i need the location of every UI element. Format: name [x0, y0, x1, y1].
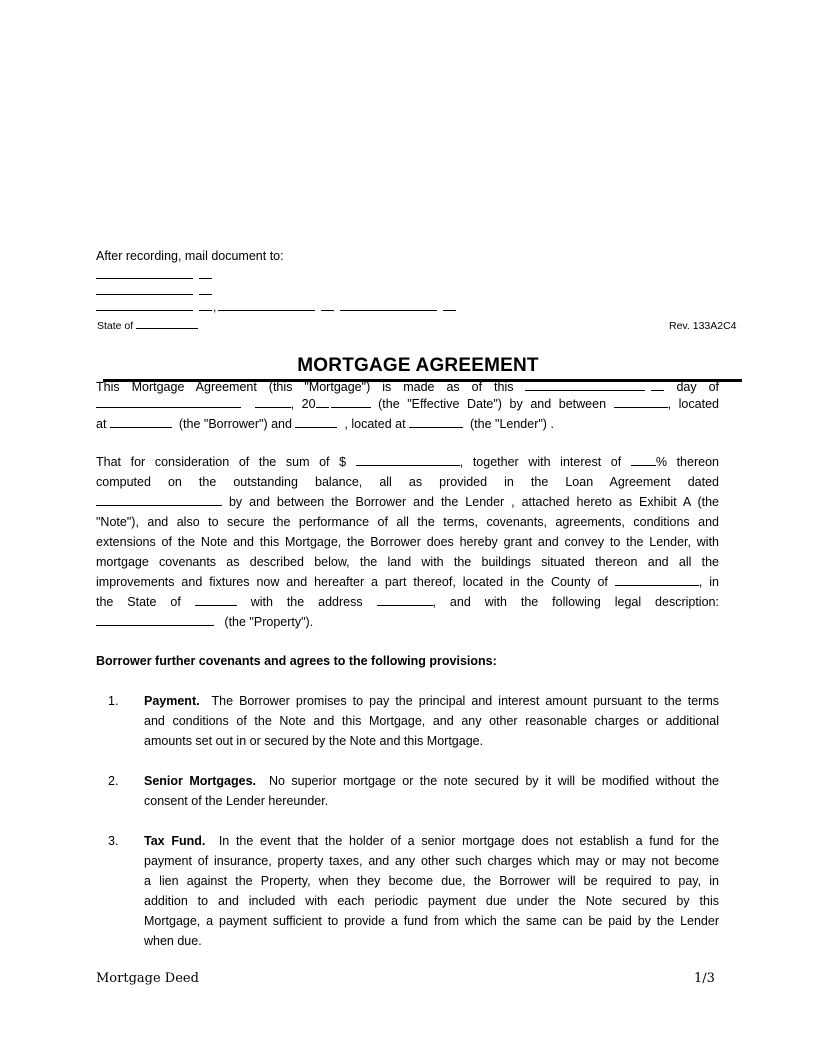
blank-field[interactable]: [96, 300, 193, 311]
address-blank[interactable]: [377, 594, 433, 606]
footer-page-number: 1/3: [694, 971, 715, 986]
revision-number: Rev. 133A2C4: [669, 320, 737, 332]
blank-field[interactable]: [321, 300, 334, 311]
month-blank[interactable]: [96, 396, 118, 408]
day-blank[interactable]: [525, 379, 645, 391]
lender-name-blank[interactable]: [295, 416, 337, 428]
state-blank[interactable]: [195, 594, 237, 606]
provision-number: 2.: [108, 774, 119, 788]
state-of-field: [97, 319, 198, 332]
document-page: After recording, mail document to: , State of Rev. 133A2C4 MORTGAGE AGREEMENT This Mortgage Agreement (this "Mortgage") is made as of this day of , 20 (the "Effective Date") by and between , located at (the "Borrower") and , located at (the "Lender") . That for consideration of the sum of $ , together with interest of % thereon computed on the outstanding balance, all as provided in the Loan Agreement dated by and between the Borrower and the Lender , attached hereto as Exhibit A (the "Note"), and also to secure the performance of all the terms, covenants, agreements, conditions and extensions of the Note and this Mortgage, the Borrower does hereby grant and convey to the Lender, with mortgage covenants as described below, the land with the buildings situated thereon and all the improvements and fixtures now and hereafter a part thereof, located in the County of , in the State of with the address , and with the following legal description: (the "Property"). Borrower further covenants and agrees to the following provisions: 1. Payment. The Borrower promises to pay the principal and interest amount pursuant to the terms and conditions of the Note and this Mortgage, and any other reasonable charges or additional amounts set out in or secured by the Note and this Mortgage. 2. Senior Mortgages. No superior mortgage or the note secured by it will be modified without the consent of the Lender hereunder. 3. Tax Fund. In the event that the holder of a senior mortgage does not establish a fund for the payment of insurance, property taxes, and any other such charges which may or may not become a lien against the Property, when they become due, the Borrower will be required to pay, in addition to and included with each periodic payment due under the Note secured by this Mortgage, a payment sufficient to provide a fund from which the same can be paid by the Lender when due. Mortgage Deed 1/3: [0, 0, 816, 1056]
document-title: MORTGAGE AGREEMENT: [297, 355, 539, 376]
mail-address-line-2: [96, 284, 218, 298]
provision-title: Payment.: [144, 694, 200, 708]
intro-paragraph: [96, 379, 719, 433]
interest-rate-blank[interactable]: [631, 454, 656, 466]
mail-to-label: After recording, mail document to:: [96, 249, 284, 263]
provision-title: Tax Fund.: [144, 834, 206, 848]
county-blank[interactable]: [615, 574, 699, 586]
blank-field[interactable]: [96, 268, 193, 279]
provisions-heading: Borrower further covenants and agrees to the following provisions:: [96, 654, 497, 668]
consideration-paragraph: That for consideration of the sum of $ , together with interest of % thereon computed on the outstanding balance, all as provided in the Loan Agreement dated by and between the Borrower and the Lender , attached hereto as Exhibit A (the "Note"), and also to secure the performance of all the terms, covenants, agreements, conditions and extensions of the Note and this Mortgage, the Borrower does hereby grant and convey to the Lender, with mortgage covenants as described below, the land with the buildings situated thereon and all the improvements and fixtures now and hereafter a part thereof, located in the County of , in the State of with the address , and with the following legal description: (the "Property").: [96, 455, 719, 629]
borrower-name-blank[interactable]: [614, 396, 668, 408]
state-of-label: State of: [97, 320, 134, 332]
intro-line-3: at (the "Borrower") and , located at (the "Lender") .: [96, 417, 554, 431]
date-blank[interactable]: [255, 396, 291, 408]
loan-date-blank[interactable]: [96, 494, 222, 506]
blank-field[interactable]: [218, 300, 315, 311]
blank-field[interactable]: [443, 300, 456, 311]
borrower-address-blank[interactable]: [110, 416, 172, 428]
state-blank[interactable]: [136, 319, 198, 329]
provision-title: Senior Mortgages.: [144, 774, 257, 788]
blank-field[interactable]: [96, 284, 193, 295]
day-suffix-blank[interactable]: [651, 379, 664, 391]
year-blank[interactable]: [316, 396, 329, 408]
legal-description-blank[interactable]: [96, 614, 214, 626]
footer-document-name: Mortgage Deed: [96, 971, 199, 986]
blank-field[interactable]: [199, 300, 212, 311]
lender-address-blank[interactable]: [409, 416, 463, 428]
year-blank-2[interactable]: [331, 396, 371, 408]
blank-field[interactable]: [340, 300, 437, 311]
sum-blank[interactable]: [356, 454, 460, 466]
blank-field[interactable]: [199, 268, 212, 279]
intro-line-2: , 20 (the "Effective Date") by and between , located: [96, 396, 719, 413]
provision-number: 1.: [108, 694, 119, 708]
intro-line-1: This Mortgage Agreement (this "Mortgage") is made as of this day of: [96, 380, 719, 394]
mail-address-line-1: [96, 268, 218, 282]
provision-number: 3.: [108, 834, 119, 848]
month-blank-2[interactable]: [118, 396, 241, 408]
mail-address-line-3: ,: [96, 300, 462, 314]
blank-field[interactable]: [199, 284, 212, 295]
